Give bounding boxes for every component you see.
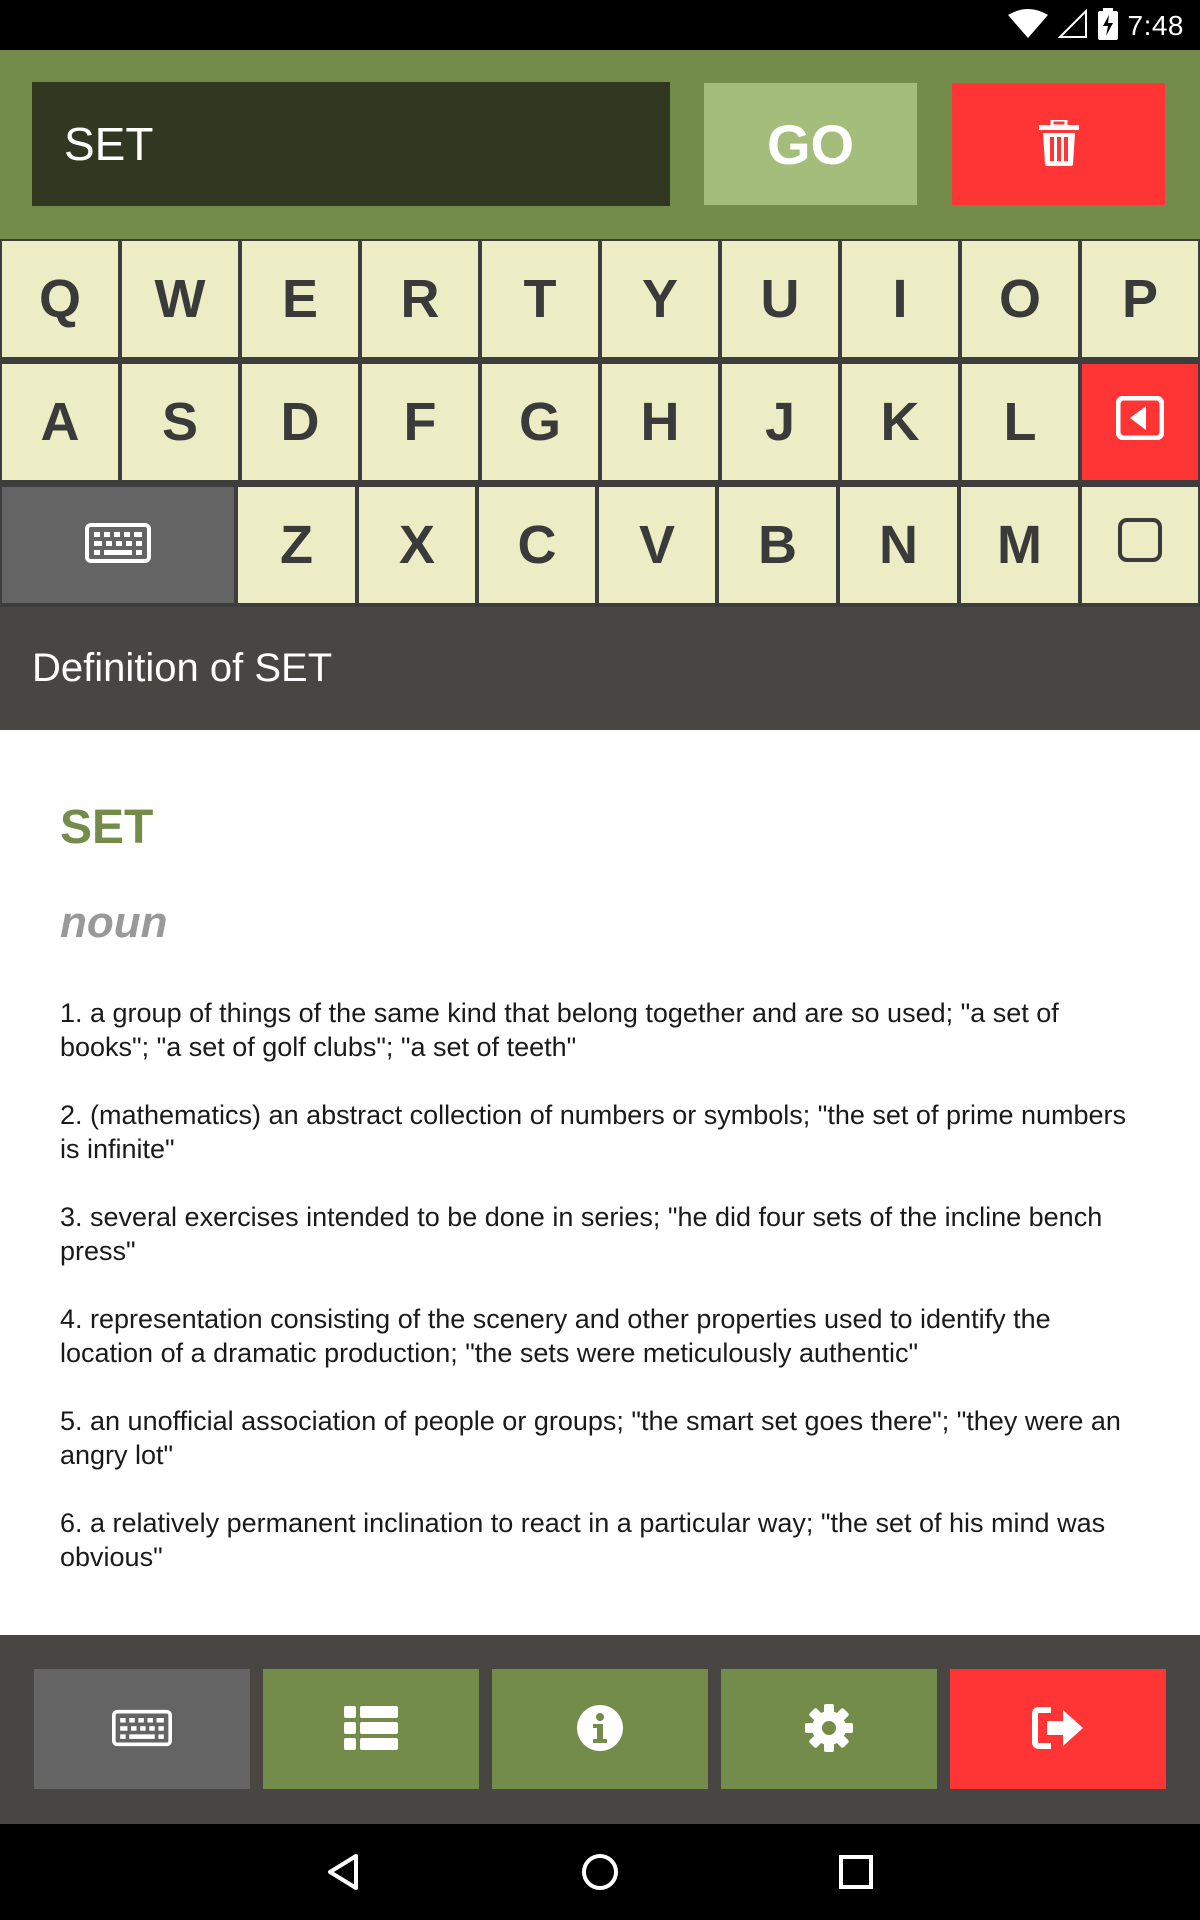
part-of-speech: noun bbox=[60, 898, 168, 947]
key-k[interactable]: K bbox=[840, 362, 960, 482]
keyboard-icon bbox=[112, 1709, 172, 1750]
key-s[interactable]: S bbox=[120, 362, 240, 482]
settings-button[interactable] bbox=[721, 1669, 937, 1789]
wifi-icon bbox=[1008, 9, 1048, 44]
backspace-key[interactable] bbox=[1080, 362, 1200, 482]
key-q[interactable]: Q bbox=[0, 239, 120, 359]
key-r[interactable]: R bbox=[360, 239, 480, 359]
exit-icon bbox=[1031, 1706, 1085, 1753]
definition-content bbox=[0, 730, 1200, 1635]
status-bar bbox=[0, 0, 1200, 50]
definition-item: 3. several exercises intended to be done in series; "he did four sets of the incline bench press" bbox=[60, 1202, 1103, 1266]
key-y[interactable]: Y bbox=[600, 239, 720, 359]
key-c[interactable]: C bbox=[477, 485, 597, 605]
key-p[interactable]: P bbox=[1080, 239, 1200, 359]
key-w[interactable]: W bbox=[120, 239, 240, 359]
definition-item: 6. a relatively permanent inclination to react in a particular way; "the set of his mind was obvious" bbox=[60, 1508, 1106, 1572]
key-m[interactable]: M bbox=[959, 485, 1080, 605]
key-v[interactable]: V bbox=[597, 485, 717, 605]
keyboard-toggle-key[interactable] bbox=[0, 485, 236, 605]
key-o[interactable]: O bbox=[960, 239, 1080, 359]
key-a[interactable]: A bbox=[0, 362, 120, 482]
key-i[interactable]: I bbox=[840, 239, 960, 359]
back-nav-icon[interactable] bbox=[314, 1842, 374, 1902]
key-d[interactable]: D bbox=[240, 362, 360, 482]
key-g[interactable]: G bbox=[480, 362, 600, 482]
home-nav-icon[interactable] bbox=[570, 1842, 630, 1902]
gear-icon bbox=[805, 1704, 853, 1755]
definition-list bbox=[60, 996, 1140, 1574]
definition-item: 4. representation consisting of the scenery and other properties used to identify the location of a dramatic production; "the sets were meticulously authentic" bbox=[60, 1304, 1051, 1368]
square-outline-icon bbox=[1117, 514, 1163, 576]
list-icon bbox=[344, 1706, 398, 1753]
key-t[interactable]: T bbox=[480, 239, 600, 359]
key-e[interactable]: E bbox=[240, 239, 360, 359]
search-input[interactable] bbox=[32, 82, 670, 206]
info-icon bbox=[576, 1704, 624, 1755]
on-screen-keyboard bbox=[0, 239, 1200, 607]
key-j[interactable]: J bbox=[720, 362, 840, 482]
info-button[interactable] bbox=[492, 1669, 708, 1789]
keyboard-icon bbox=[85, 514, 151, 576]
key-b[interactable]: B bbox=[717, 485, 838, 605]
definition-item: 1. a group of things of the same kind that belong together and are so used; "a set of books"; "a set of golf clubs"; "a set of teeth" bbox=[60, 998, 1059, 1062]
definition-item: 5. an unofficial association of people or groups; "the smart set goes there"; "they were an angry lot" bbox=[60, 1406, 1121, 1470]
key-x[interactable]: X bbox=[357, 485, 477, 605]
clear-button[interactable] bbox=[952, 83, 1165, 205]
trash-icon bbox=[1039, 120, 1079, 169]
exit-button[interactable] bbox=[950, 1669, 1166, 1789]
key-n[interactable]: N bbox=[838, 485, 959, 605]
history-list-button[interactable] bbox=[263, 1669, 479, 1789]
cell-signal-icon bbox=[1058, 9, 1088, 44]
status-time: 7:48 bbox=[1127, 10, 1184, 41]
bottom-toolbar bbox=[0, 1635, 1200, 1824]
key-u[interactable]: U bbox=[720, 239, 840, 359]
key-l[interactable]: L bbox=[960, 362, 1080, 482]
system-navigation-bar bbox=[0, 1824, 1200, 1920]
key-h[interactable]: H bbox=[600, 362, 720, 482]
battery-charging-icon bbox=[1098, 8, 1118, 45]
key-f[interactable]: F bbox=[360, 362, 480, 482]
backspace-icon bbox=[1116, 391, 1164, 453]
keyboard-button[interactable] bbox=[34, 1669, 250, 1789]
definition-header: Definition of SET bbox=[0, 607, 1200, 730]
key-z[interactable]: Z bbox=[236, 485, 357, 605]
space-key[interactable] bbox=[1080, 485, 1200, 605]
search-panel bbox=[0, 50, 1200, 239]
entry-word: SET bbox=[60, 801, 154, 854]
recents-nav-icon[interactable] bbox=[826, 1842, 886, 1902]
go-button[interactable]: GO bbox=[704, 83, 917, 205]
definition-item: 2. (mathematics) an abstract collection of numbers or symbols; "the set of prime numbers is infinite" bbox=[60, 1100, 1127, 1164]
